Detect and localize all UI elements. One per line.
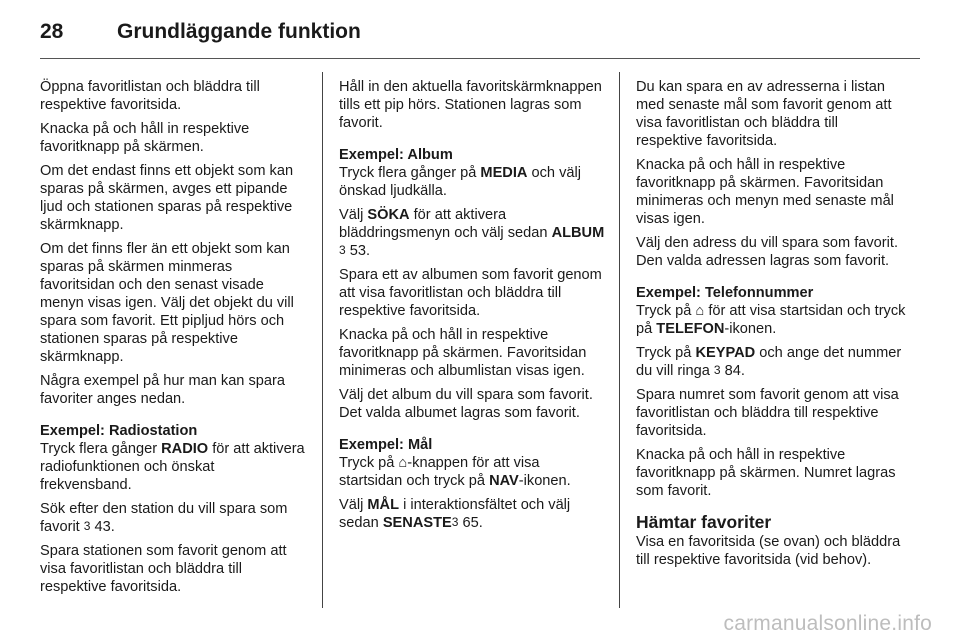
page-ref-arrow-icon: 3: [83, 519, 91, 533]
page-ref-arrow-icon: 3: [451, 515, 459, 529]
column-2: [339, 78, 605, 538]
paragraph: Välj det album du vill spara som favorit. Det valda albumet lagras som favorit.: [339, 387, 593, 421]
paragraph: Tryck på ⌂-knappen för att visa startsidan och tryck på NAV-ikonen.: [339, 455, 571, 489]
paragraph: Välj den adress du vill spara som favorit. Den valda adressen lagras som favorit.: [636, 235, 898, 269]
section-heading-mal: Exempel: Mål: [339, 437, 433, 453]
paragraph: Spara numret som favorit genom att visa favoritlistan och bläddra till respektive favoritsida.: [636, 387, 899, 439]
paragraph: Spara ett av albumen som favorit genom att visa favoritlistan och bläddra till respektive favoritsida.: [339, 267, 602, 319]
page-ref[interactable]: 43.: [90, 519, 115, 535]
watermark: carmanualsonline.info: [723, 612, 932, 635]
paragraph: Tryck flera gånger på MEDIA och välj önskad ljudkälla.: [339, 165, 581, 199]
keyword-album: ALBUM: [551, 225, 605, 241]
paragraph: Tryck på KEYPAD och ange det nummer du vill ringa 3 84.: [636, 345, 902, 379]
section-heading-album: Exempel: Album: [339, 147, 453, 163]
keyword-keypad: KEYPAD: [695, 345, 756, 361]
column-divider-2: [619, 72, 620, 608]
section-heading-radio: Exempel: Radiostation: [40, 423, 198, 439]
paragraph: Välj SÖKA för att aktivera bläddringsmenyn och välj sedan ALBUM 3 53.: [339, 207, 605, 259]
keyword-soka: SÖKA: [367, 207, 410, 223]
paragraph: Knacka på och håll in respektive favoritknapp på skärmen.: [40, 121, 250, 155]
paragraph: Spara stationen som favorit genom att visa favoritlistan och bläddra till respektive favoritsida.: [40, 543, 287, 595]
paragraph: Några exempel på hur man kan spara favoriter anges nedan.: [40, 373, 285, 407]
paragraph: Om det finns fler än ett objekt som kan sparas på skärmen minmeras favoritsidan och den senast visade menyn visas igen. Välj det objekt du vill spara som favorit. Ett pipljud hörs och stationen sparas på respektive skärmknapp.: [40, 241, 294, 365]
column-1: [40, 78, 308, 602]
paragraph: Välj MÅL i interaktionsfältet och välj sedan SENASTE3 65.: [339, 497, 571, 531]
page-ref-arrow-icon: 3: [713, 363, 721, 377]
keyword-telefon: TELEFON: [656, 321, 725, 337]
page-title: Grundläggande funktion: [117, 20, 361, 43]
paragraph: Du kan spara en av adresserna i listan med senaste mål som favorit genom att visa favoritlistan och bläddra till respektive favoritsida.: [636, 79, 892, 149]
paragraph: Knacka på och håll in respektive favoritknapp på skärmen. Favoritsidan minimeras och albumlistan visas igen.: [339, 327, 587, 379]
paragraph: Tryck flera gånger RADIO för att aktivera radiofunktionen och önskat frekvensband.: [40, 441, 305, 493]
keyword-mal: MÅL: [367, 497, 400, 513]
page-number: 28: [40, 20, 64, 43]
header-rule: [40, 58, 920, 59]
page-ref[interactable]: 65.: [458, 515, 483, 531]
keyword-radio: RADIO: [161, 441, 209, 457]
keyword-nav: NAV: [489, 473, 519, 489]
paragraph: Om det endast finns ett objekt som kan sparas på skärmen, avges ett pipande ljud och stationen sparas på respektive skärmknapp.: [40, 163, 294, 233]
home-icon: ⌂: [695, 303, 705, 319]
column-3: [636, 78, 908, 575]
page-ref[interactable]: 53.: [345, 243, 371, 259]
paragraph: Knacka på och håll in respektive favoritknapp på skärmen. Numret lagras som favorit.: [636, 447, 896, 499]
section-heading-hamtar: Hämtar favoriter: [636, 512, 772, 532]
page-header: [40, 18, 920, 58]
page-ref-arrow-icon: 3: [339, 243, 346, 257]
keyword-senaste: SENASTE: [382, 515, 452, 531]
paragraph: Knacka på och håll in respektive favoritknapp på skärmen. Favoritsidan minimeras och menyn med senaste mål visas igen.: [636, 157, 894, 227]
column-divider-1: [322, 72, 323, 608]
keyword-media: MEDIA: [480, 165, 528, 181]
paragraph: Håll in den aktuella favoritskärmknappen tills ett pip hörs. Stationen lagras som favorit.: [339, 79, 602, 131]
page-ref[interactable]: 84.: [720, 363, 745, 379]
paragraph: Öppna favoritlistan och bläddra till respektive favoritsida.: [40, 79, 260, 113]
home-icon: ⌂: [398, 455, 408, 471]
paragraph: Tryck på ⌂ för att visa startsidan och tryck på TELEFON-ikonen.: [636, 303, 906, 337]
paragraph: Visa en favoritsida (se ovan) och bläddra till respektive favoritsida (vid behov).: [636, 534, 901, 568]
paragraph: Sök efter den station du vill spara som favorit 3 43.: [40, 501, 288, 535]
section-heading-telefon: Exempel: Telefonnummer: [636, 285, 814, 301]
